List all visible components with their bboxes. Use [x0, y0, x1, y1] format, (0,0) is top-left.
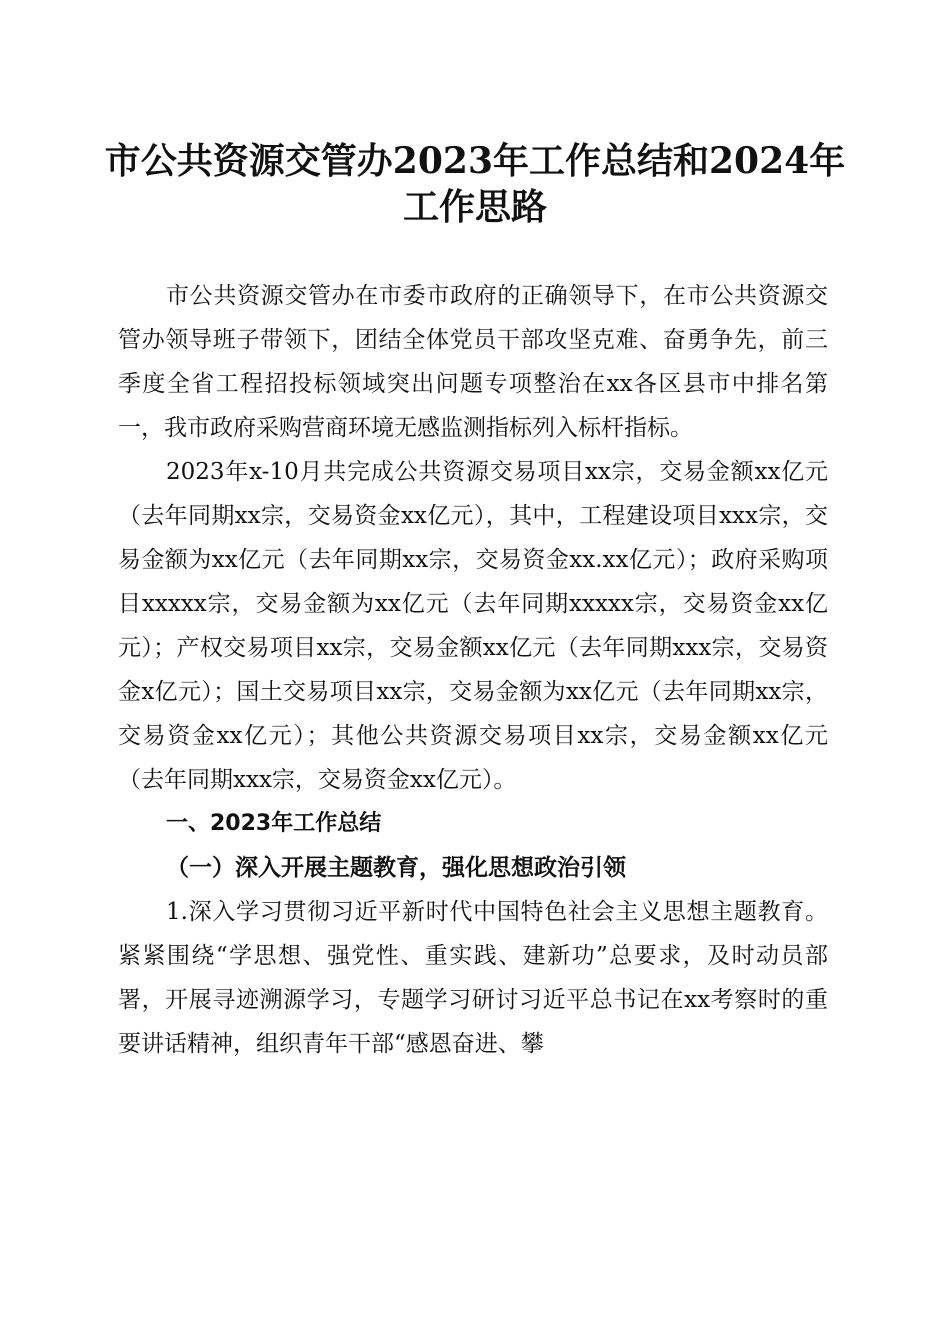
statistics-paragraph: 2023年x-10月共完成公共资源交易项目xx宗，交易金额xx亿元（去年同期xx宗，交易资金xx亿元），其中，工程建设项目xxx宗，交易金额为xx亿元（去年同期xx宗，交易资金xx.xx亿元）；政府采购项目xxxxx宗，交易金额为xx亿元（去年同期xxxxx宗，交易资金xx亿元）；产权交易项目xx宗，交易金额xx亿元（去年同期xxx宗，交易资金x亿元）；国土交易项目xx宗，交易金额为xx亿元（去年同期xx宗，交易资金xx亿元）；其他公共资源交易项目xx宗，交易金额xx亿元（去年同期xxx宗，交易资金xx亿元）。 [118, 459, 828, 793]
document-title-line-2: 工作思路 [402, 186, 547, 228]
document-body [118, 274, 828, 1066]
intro-paragraph: 市公共资源交管办在市委市政府的正确领导下，在市公共资源交管办领导班子带领下，团结全体党员干部攻坚克难、奋勇争先，前三季度全省工程招投标领域突出问题专项整治在xx各区县市中排名第一，我市政府采购营商环境无感监测指标列入标杆指标。 [118, 283, 828, 441]
item-paragraph-1: 1.深入学习贯彻习近平新时代中国特色社会主义思想主题教育。紧紧围绕“学思想、强党性、重实践、建新功”总要求，及时动员部署，开展寻迹溯源学习，专题学习研讨习近平总书记在xx考察时的重要讲话精神，组织青年干部“感恩奋进、攀 [118, 899, 828, 1057]
subsection-heading-theme-education: （一）深入开展主题教育，强化思想政治引领 [166, 854, 626, 881]
document-title-line-1: 市公共资源交管办2023年工作总结和2024年 [104, 140, 846, 182]
section-heading-work-summary: 一、2023年工作总结 [166, 811, 382, 836]
